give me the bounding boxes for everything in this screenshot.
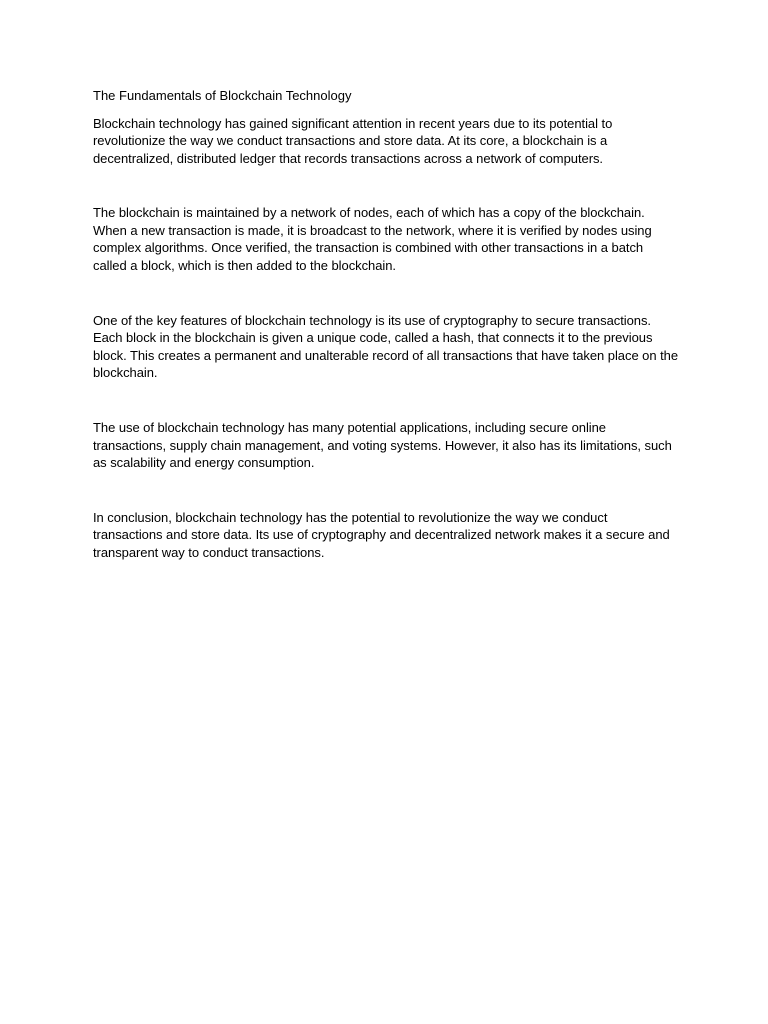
paragraph-conclusion: In conclusion, blockchain technology has the potential to revolutionize the way we conduct transactions and store data. Its use of cryptography and decentralized network makes it a secure and transparent way to conduct transactions. [93,509,670,560]
document-page [93,87,679,562]
paragraph-intro: Blockchain technology has gained significant attention in recent years due to its potential to revolutionize the way we conduct transactions and store data. At its core, a blockchain is a decentralized, distributed ledger that records transactions across a network of computers. [93,115,613,166]
paragraph-nodes: The blockchain is maintained by a network of nodes, each of which has a copy of the blockchain. When a new transaction is made, it is broadcast to the network, where it is verified by nodes using complex algorithms. Once verified, the transaction is combined with other transactions in a batch called a block, which is then added to the blockchain. [93,205,652,274]
document-title: The Fundamentals of Blockchain Technology [93,88,352,103]
paragraph-applications: The use of blockchain technology has many potential applications, including secure online transactions, supply chain management, and voting systems. However, it also has its limitations, such as scalability and energy consumption. [93,420,672,471]
paragraph-cryptography: One of the key features of blockchain technology is its use of cryptography to secure transactions. Each block in the blockchain is given a unique code, called a hash, that connects it to the previous block. This creates a permanent and unalterable record of all transactions that have taken place on the blockchain. [93,312,679,381]
